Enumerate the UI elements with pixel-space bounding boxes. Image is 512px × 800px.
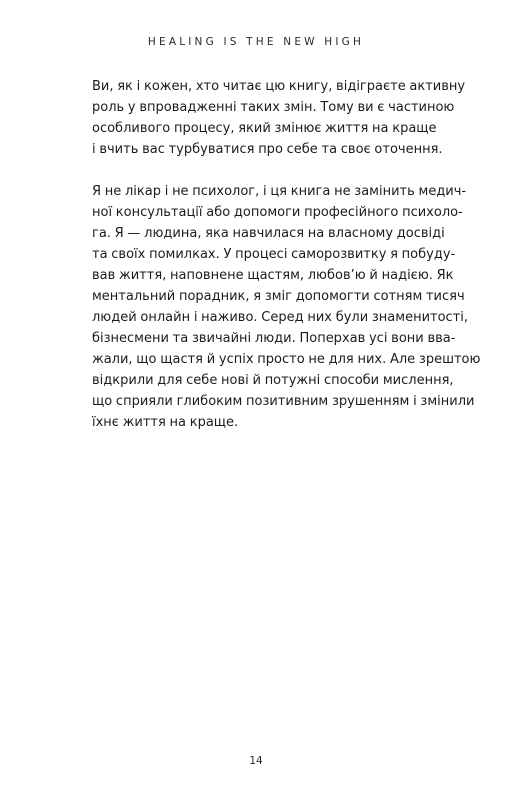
text-line: і вчить вас турбуватися про себе та своє оточення. [92, 142, 443, 157]
text-line: га. Я — людина, яка навчилася на власному досвіді [92, 226, 445, 241]
text-line: їхнє життя на краще. [92, 415, 239, 430]
text-line: ної консультації або допомоги професійного психоло- [92, 205, 463, 220]
text-line: Я не лікар і не психолог, і ця книга не замінить медич- [92, 184, 467, 199]
text-line: вав життя, наповнене щастям, любов’ю й надією. Як [92, 268, 454, 283]
paragraph-1 [92, 76, 466, 160]
text-line: що сприяли глибоким позитивним зрушенням і змінили [92, 394, 475, 409]
paragraph-2 [92, 181, 481, 433]
text-line: людей онлайн і наживо. Серед них були знаменитості, [92, 310, 469, 325]
text-line: ментальний порадник, я зміг допомогти сотням тисяч [92, 289, 465, 304]
text-line: бізнесмени та звичайні люди. Поперхав усі вони вва- [92, 331, 456, 346]
text-line: відкрили для себе нові й потужні способи мислення, [92, 373, 454, 388]
body-text [92, 76, 481, 454]
text-line: Ви, як і кожен, хто читає цю книгу, відіграєте активну [92, 79, 466, 94]
text-line: роль у впровадженні таких змін. Тому ви є частиною [92, 100, 455, 115]
page-number: 14 [249, 755, 263, 767]
text-line: та своїх помилках. У процесі саморозвитку я побуду- [92, 247, 456, 262]
text-line: особливого процесу, який змінює життя на краще [92, 121, 437, 136]
text-line: жали, що щастя й успіх просто не для них. Але зрештою [92, 352, 481, 367]
running-head: HEALING IS THE NEW HIGH [147, 36, 365, 48]
